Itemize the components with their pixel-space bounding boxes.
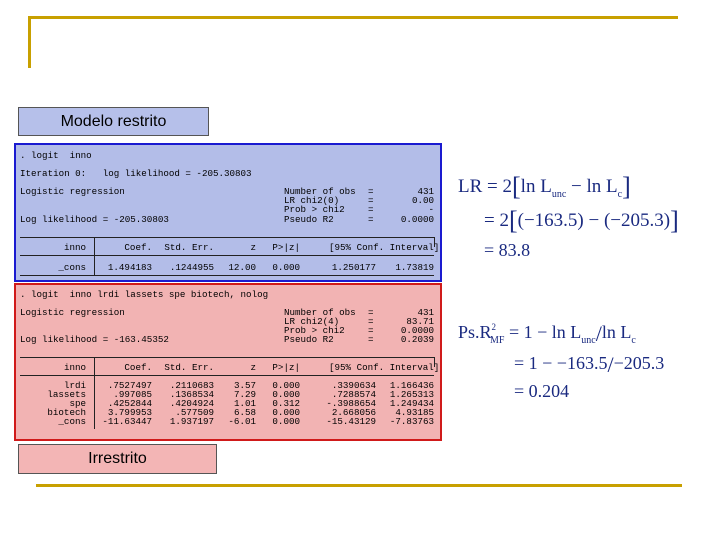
header-dependent: inno [63,242,86,253]
row-z: -6.01 [228,416,256,427]
row-coef: .4252844 [107,398,152,409]
stat-label: Number of obs [284,186,356,197]
stat-label: LR chi2(4) [284,316,340,327]
stat-label: Prob > chi2 [284,204,345,215]
ps-slash: / [595,321,602,346]
stat-eq: = [368,307,374,318]
ps-c-subscript: c [631,335,636,346]
ps-unc-subscript: unc [581,335,596,346]
row-z: 1.01 [233,398,256,409]
row-se: .577509 [175,407,214,418]
header-ci: [95% Conf. Interval] [329,242,440,253]
row-p: 0.000 [272,416,300,427]
pseudo-r2-line-3: = 0.204 [514,381,570,401]
top-accent-line [28,16,678,19]
lr-formula-line-2: = 2[(−163.5) − (−205.3)] [484,206,679,235]
row-se: 1.937197 [169,416,214,427]
header-z: z [250,362,256,373]
row-z: 3.57 [233,380,256,391]
row-var: _cons [58,262,86,273]
row-ci-low: .7288574 [331,389,376,400]
stat-eq: = [368,316,374,327]
row-z: 7.29 [233,389,256,400]
header-se: Std. Err. [164,362,214,373]
regression-title: Logistic regression [20,186,125,197]
stat-eq: = [368,186,374,197]
restricted-model-label: Modelo restrito [18,107,209,136]
row-ci-high: -7.83763 [389,416,434,427]
stat-value: 83.71 [406,316,434,327]
table-divider [94,237,95,275]
row-coef: .7527497 [107,380,152,391]
ps2-pre: = 1 − −163.5 [514,353,608,373]
lr-minus-ln-lc: − ln L [566,176,618,197]
stat-label: Number of obs [284,307,356,318]
row-z: 6.58 [233,407,256,418]
row-var: lassets [47,389,86,400]
row-z: 12.00 [228,262,256,273]
row-p: 0.312 [272,398,300,409]
command-line: . logit inno [20,150,92,161]
stat-eq: = [368,195,374,206]
header-p: P>|z| [272,242,300,253]
stat-value: 0.2039 [400,334,434,345]
pseudo-r2-line-2 [514,352,664,378]
row-p: 0.000 [272,380,300,391]
header-p: P>|z| [272,362,300,373]
ps-sup: 2 [491,322,497,332]
row-ci-low: 2.668056 [331,407,376,418]
header-coef: Coef. [124,242,152,253]
row-coef: 1.494183 [107,262,152,273]
row-coef: .997085 [113,389,152,400]
row-ci-low: 1.250177 [331,262,376,273]
ps-mf-subscript: MF [490,335,505,346]
row-ci-high: 1.73819 [395,262,434,273]
command-line: . logit inno lrdi lassets spe biotech, nolog [20,289,269,300]
stat-value: 0.00 [411,195,434,206]
row-var: spe [69,398,86,409]
row-ci-high: 1.265313 [389,389,434,400]
header-coef: Coef. [124,362,152,373]
row-ci-high: 1.249434 [389,398,434,409]
row-var: biotech [47,407,86,418]
row-ci-high: 4.93185 [395,407,434,418]
log-likelihood: Log likelihood = -205.30803 [20,214,169,225]
restricted-model-output [14,143,442,282]
lr-step2-body: (−163.5) − (−205.3) [517,210,671,231]
row-p: 0.000 [272,389,300,400]
regression-title: Logistic regression [20,307,125,318]
row-ci-low: -.3988654 [326,398,376,409]
stat-label: LR chi2(0) [284,195,340,206]
stat-value: 431 [417,186,434,197]
stat-value: 0.0000 [400,214,434,225]
ps-lhs: Ps.R [458,322,492,342]
table-rule [20,275,434,276]
bottom-accent-line [36,484,682,487]
row-var: _cons [58,416,86,427]
row-se: .2110683 [169,380,214,391]
row-se: .4204924 [169,398,214,409]
stat-eq: = [368,334,374,345]
row-p: 0.000 [272,262,300,273]
ps-ln-lc: ln L [601,322,632,342]
table-rule [20,375,434,376]
row-ci-low: -15.43129 [326,416,376,427]
row-se: .1368534 [169,389,214,400]
pseudo-r2-line-1 [458,321,636,347]
lr-lhs: LR = 2 [458,176,512,197]
unrestricted-model-output [14,283,442,441]
ps2-slash: / [607,352,614,377]
lr-formula-line-3: = 83.8 [484,240,531,260]
stat-eq: = [368,325,374,336]
stat-label: Pseudo R2 [284,214,334,225]
ps2-post: −205.3 [613,353,665,373]
row-coef: -11.63447 [102,416,152,427]
stat-value: 431 [417,307,434,318]
row-ci-low: .3390634 [331,380,376,391]
lr-step2-prefix: = 2 [484,210,509,231]
lr-unc-subscript: unc [551,189,567,200]
table-rule [20,357,434,358]
stat-value: - [428,204,434,215]
stat-label: Pseudo R2 [284,334,334,345]
stat-label: Prob > chi2 [284,325,345,336]
row-var: lrdi [63,380,86,391]
table-rule [20,237,434,238]
table-rule [20,255,434,256]
table-divider [94,357,95,429]
header-ci: [95% Conf. Interval] [329,362,440,373]
header-z: z [250,242,256,253]
stat-value: 0.0000 [400,325,434,336]
lr-c-subscript: c [617,189,623,200]
lr-formula-line-1: LR = 2[ln $L_{unc} - \ln L_c$] [458,172,631,201]
unrestricted-model-label: Irrestrito [18,444,217,474]
left-accent-line [28,16,31,68]
header-se: Std. Err. [164,242,214,253]
iteration-line: Iteration 0: log likelihood = -205.30803 [20,168,252,179]
stat-eq: = [368,214,374,225]
log-likelihood: Log likelihood = -163.45352 [20,334,169,345]
row-ci-high: 1.166436 [389,380,434,391]
row-p: 0.000 [272,407,300,418]
row-se: .1244955 [169,262,214,273]
row-coef: 3.799953 [107,407,152,418]
header-dependent: inno [63,362,86,373]
ps-rhs: = 1 − ln L [504,322,582,342]
stat-eq: = [368,204,374,215]
lr-ln-lunc: ln L [520,176,552,197]
